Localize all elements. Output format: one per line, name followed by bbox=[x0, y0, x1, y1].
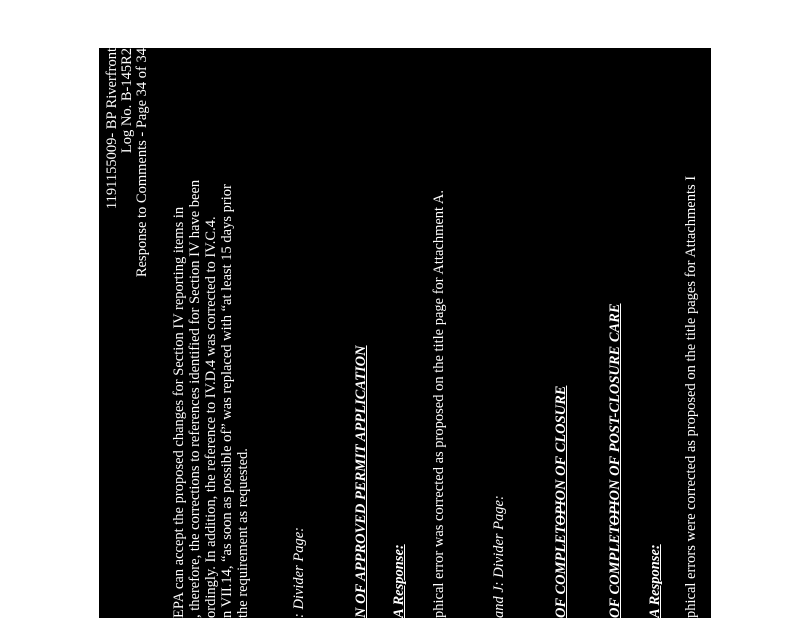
paragraph-line: EPA can accept the proposed changes for Section IV reporting items in bbox=[171, 206, 187, 618]
rotated-content bbox=[99, 48, 711, 618]
paragraph-line: , therefore, the corrections to references identified for Section IV have been bbox=[187, 179, 203, 618]
section-heading bbox=[553, 386, 569, 618]
header-facility-id: 1191155009- BP Riverfront bbox=[104, 48, 120, 210]
section-heading bbox=[607, 303, 623, 618]
heading-strikethrough: OPI bbox=[607, 500, 623, 526]
header-page-number: Response to Comments - Page 34 of 34 bbox=[134, 48, 150, 278]
header-log-number: Log No. B-145R2 bbox=[119, 48, 135, 154]
heading-text: OF COMPLET bbox=[607, 525, 623, 618]
paragraph-line: n VII.14, “as soon as possible of” was replaced with “at least 15 days prior bbox=[219, 184, 235, 618]
response-label: A Response: bbox=[647, 544, 663, 618]
heading-text: ON OF CLOSURE bbox=[553, 385, 569, 501]
paragraph-line: ordingly. In addition, the reference to IV.D.4 was corrected to IV.C.4. bbox=[203, 216, 219, 618]
divider-page-label: and J: Divider Page: bbox=[491, 495, 507, 618]
heading-strikethrough: OPI bbox=[553, 500, 569, 526]
response-text: phical errors were corrected as proposed on the title pages for Attachments I bbox=[683, 175, 699, 618]
divider-page-label: : Divider Page: bbox=[291, 527, 307, 618]
heading-text: OF COMPLET bbox=[553, 525, 569, 618]
scanned-page bbox=[99, 48, 711, 618]
response-text: phical error was corrected as proposed on the title page for Attachment A. bbox=[431, 190, 447, 618]
section-heading: N OF APPROVED PERMIT APPLICATION bbox=[353, 345, 369, 618]
paragraph-line: the requirement as requested. bbox=[235, 448, 251, 618]
response-label: A Response: bbox=[391, 544, 407, 618]
heading-text: ON OF POST-CLOSURE CARE bbox=[607, 303, 623, 501]
